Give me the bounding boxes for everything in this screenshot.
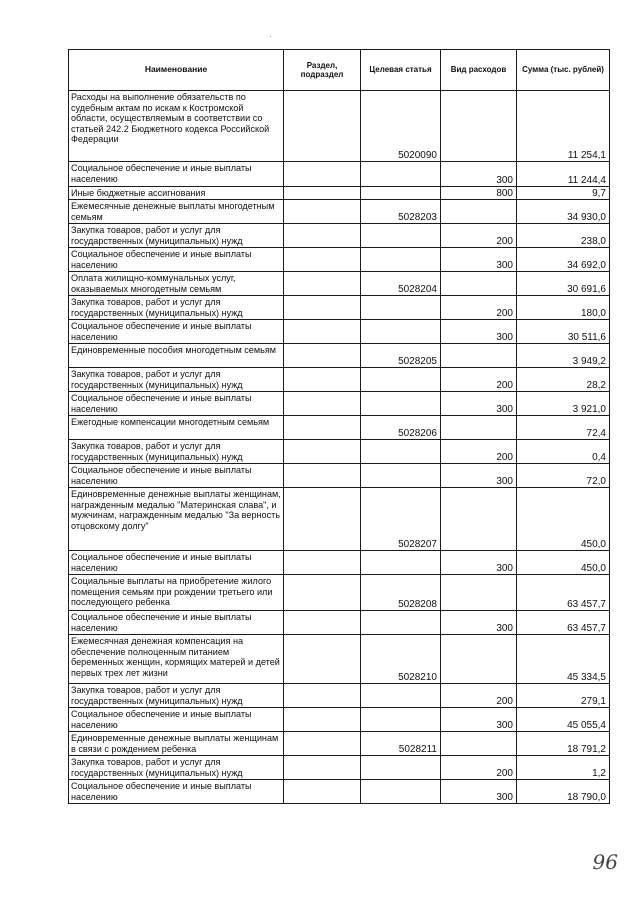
cell-type: 800: [441, 187, 517, 200]
cell-target: [361, 296, 441, 320]
cell-sum: 45 334,5: [517, 635, 610, 684]
table-row: [69, 296, 610, 320]
cell-sum: 11 254,1: [517, 91, 610, 162]
cell-name: Закупка товаров, работ и услуг для государственных (муниципальных) нужд: [69, 440, 284, 464]
table-row: [69, 551, 610, 575]
cell-section: [284, 416, 361, 440]
cell-sum: 450,0: [517, 488, 610, 551]
cell-target: [361, 551, 441, 575]
table-row: [69, 708, 610, 732]
cell-section: [284, 440, 361, 464]
cell-target: [361, 464, 441, 488]
cell-section: [284, 756, 361, 780]
cell-name: Социальное обеспечение и иные выплаты населению: [69, 708, 284, 732]
cell-target: [361, 392, 441, 416]
table-row: [69, 162, 610, 187]
cell-sum: 30 691,6: [517, 272, 610, 296]
cell-sum: 238,0: [517, 224, 610, 248]
cell-section: [284, 187, 361, 200]
table-row: [69, 91, 610, 162]
header-type: Вид расходов: [441, 50, 517, 91]
table-row: [69, 732, 610, 756]
cell-target: [361, 368, 441, 392]
cell-sum: 1,2: [517, 756, 610, 780]
cell-target: 5028204: [361, 272, 441, 296]
table-row: [69, 344, 610, 368]
cell-name: Иные бюджетные ассигнования: [69, 187, 284, 200]
cell-type: [441, 272, 517, 296]
cell-type: 200: [441, 368, 517, 392]
cell-section: [284, 248, 361, 272]
cell-sum: 45 055,4: [517, 708, 610, 732]
cell-type: 300: [441, 162, 517, 187]
table-row: [69, 320, 610, 344]
cell-target: 5028205: [361, 344, 441, 368]
cell-target: 5028210: [361, 635, 441, 684]
cell-name: Социальное обеспечение и иные выплаты населению: [69, 551, 284, 575]
header-target: Целевая статья: [361, 50, 441, 91]
header-section: Раздел, подраздел: [284, 50, 361, 91]
cell-name: Оплата жилищно-коммунальных услуг, оказываемых многодетным семьям: [69, 272, 284, 296]
cell-type: 300: [441, 708, 517, 732]
cell-type: 300: [441, 248, 517, 272]
cell-target: 5028208: [361, 575, 441, 611]
scan-speck: [270, 36, 271, 37]
cell-name: Единовременные пособия многодетным семьям: [69, 344, 284, 368]
cell-sum: 11 244,4: [517, 162, 610, 187]
cell-target: [361, 708, 441, 732]
cell-section: [284, 732, 361, 756]
cell-name: Социальные выплаты на приобретение жилого помещения семьям при рождении третьего или последующего ребенка: [69, 575, 284, 611]
cell-section: [284, 224, 361, 248]
cell-sum: 3 921,0: [517, 392, 610, 416]
table-row: [69, 464, 610, 488]
cell-target: [361, 756, 441, 780]
cell-section: [284, 551, 361, 575]
cell-name: Закупка товаров, работ и услуг для государственных (муниципальных) нужд: [69, 224, 284, 248]
table-row: [69, 187, 610, 200]
table-row: [69, 575, 610, 611]
cell-name: Закупка товаров, работ и услуг для государственных (муниципальных) нужд: [69, 296, 284, 320]
header-row: [69, 50, 610, 91]
cell-name: Социальное обеспечение и иные выплаты населению: [69, 248, 284, 272]
cell-target: 5020090: [361, 91, 441, 162]
cell-sum: 180,0: [517, 296, 610, 320]
cell-type: 300: [441, 611, 517, 635]
cell-sum: 34 692,0: [517, 248, 610, 272]
cell-target: [361, 780, 441, 804]
cell-section: [284, 162, 361, 187]
cell-target: 5028207: [361, 488, 441, 551]
cell-sum: 9,7: [517, 187, 610, 200]
cell-section: [284, 611, 361, 635]
cell-target: [361, 248, 441, 272]
cell-type: [441, 200, 517, 224]
cell-section: [284, 488, 361, 551]
cell-name: Ежегодные компенсации многодетным семьям: [69, 416, 284, 440]
cell-target: [361, 440, 441, 464]
page-number: 96: [592, 850, 618, 874]
cell-sum: 18 791,2: [517, 732, 610, 756]
cell-sum: 72,4: [517, 416, 610, 440]
cell-name: Расходы на выполнение обязательств по судебным актам по искам к Костромской области, осуществляемым в соответствии со статьей 242.2 Бюджетного кодекса Российской Федерации: [69, 91, 284, 162]
cell-sum: 18 790,0: [517, 780, 610, 804]
cell-target: [361, 611, 441, 635]
table-row: [69, 272, 610, 296]
cell-section: [284, 344, 361, 368]
cell-target: [361, 162, 441, 187]
cell-section: [284, 91, 361, 162]
cell-section: [284, 320, 361, 344]
cell-section: [284, 575, 361, 611]
header-sum: Сумма (тыс. рублей): [517, 50, 610, 91]
cell-type: 300: [441, 320, 517, 344]
cell-name: Ежемесячные денежные выплаты многодетным семьям: [69, 200, 284, 224]
cell-name: Ежемесячная денежная компенсация на обеспечение полноценным питанием беременных женщин, кормящих матерей и детей первых трех лет жизни: [69, 635, 284, 684]
cell-type: 200: [441, 224, 517, 248]
cell-sum: 63 457,7: [517, 611, 610, 635]
cell-name: Социальное обеспечение и иные выплаты населению: [69, 162, 284, 187]
cell-section: [284, 296, 361, 320]
cell-type: 300: [441, 464, 517, 488]
cell-name: Закупка товаров, работ и услуг для государственных (муниципальных) нужд: [69, 684, 284, 708]
table-row: [69, 684, 610, 708]
cell-sum: 0,4: [517, 440, 610, 464]
cell-section: [284, 708, 361, 732]
cell-sum: 3 949,2: [517, 344, 610, 368]
cell-section: [284, 368, 361, 392]
cell-sum: 30 511,6: [517, 320, 610, 344]
cell-sum: 450,0: [517, 551, 610, 575]
cell-section: [284, 200, 361, 224]
table-row: [69, 248, 610, 272]
cell-target: [361, 224, 441, 248]
table-row: [69, 756, 610, 780]
table-row: [69, 635, 610, 684]
header-name: Наименование: [69, 50, 284, 91]
cell-name: Закупка товаров, работ и услуг для государственных (муниципальных) нужд: [69, 368, 284, 392]
cell-name: Социальное обеспечение и иные выплаты населению: [69, 320, 284, 344]
cell-type: 200: [441, 756, 517, 780]
budget-table: [68, 49, 610, 804]
table-row: [69, 488, 610, 551]
cell-target: 5028211: [361, 732, 441, 756]
cell-sum: 63 457,7: [517, 575, 610, 611]
cell-type: [441, 732, 517, 756]
cell-target: 5028206: [361, 416, 441, 440]
table-row: [69, 368, 610, 392]
cell-section: [284, 392, 361, 416]
table-row: [69, 416, 610, 440]
cell-name: Социальное обеспечение и иные выплаты населению: [69, 780, 284, 804]
cell-name: Единовременные денежные выплаты женщинам в связи с рождением ребенка: [69, 732, 284, 756]
cell-type: [441, 635, 517, 684]
cell-type: [441, 416, 517, 440]
table-row: [69, 392, 610, 416]
cell-type: 200: [441, 296, 517, 320]
table-row: [69, 200, 610, 224]
cell-type: 200: [441, 684, 517, 708]
cell-section: [284, 635, 361, 684]
cell-type: [441, 575, 517, 611]
cell-sum: 34 930,0: [517, 200, 610, 224]
table-body: [69, 91, 610, 804]
cell-type: 200: [441, 440, 517, 464]
cell-target: [361, 187, 441, 200]
cell-target: 5028203: [361, 200, 441, 224]
cell-name: Закупка товаров, работ и услуг для государственных (муниципальных) нужд: [69, 756, 284, 780]
cell-target: [361, 320, 441, 344]
cell-sum: 72,0: [517, 464, 610, 488]
cell-sum: 279,1: [517, 684, 610, 708]
cell-sum: 28,2: [517, 368, 610, 392]
cell-section: [284, 464, 361, 488]
cell-section: [284, 272, 361, 296]
cell-type: [441, 344, 517, 368]
cell-target: [361, 684, 441, 708]
cell-name: Социальное обеспечение и иные выплаты населению: [69, 392, 284, 416]
table-row: [69, 780, 610, 804]
cell-type: [441, 91, 517, 162]
table-row: [69, 440, 610, 464]
cell-section: [284, 684, 361, 708]
table-row: [69, 224, 610, 248]
cell-name: Социальное обеспечение и иные выплаты населению: [69, 464, 284, 488]
cell-type: [441, 488, 517, 551]
cell-type: 300: [441, 551, 517, 575]
cell-name: Единовременные денежные выплаты женщинам, награжденным медалью "Материнская слава", и мужчинам, награжденным медалью "За верность отцовскому долгу": [69, 488, 284, 551]
cell-type: 300: [441, 392, 517, 416]
cell-name: Социальное обеспечение и иные выплаты населению: [69, 611, 284, 635]
cell-section: [284, 780, 361, 804]
table-row: [69, 611, 610, 635]
cell-type: 300: [441, 780, 517, 804]
